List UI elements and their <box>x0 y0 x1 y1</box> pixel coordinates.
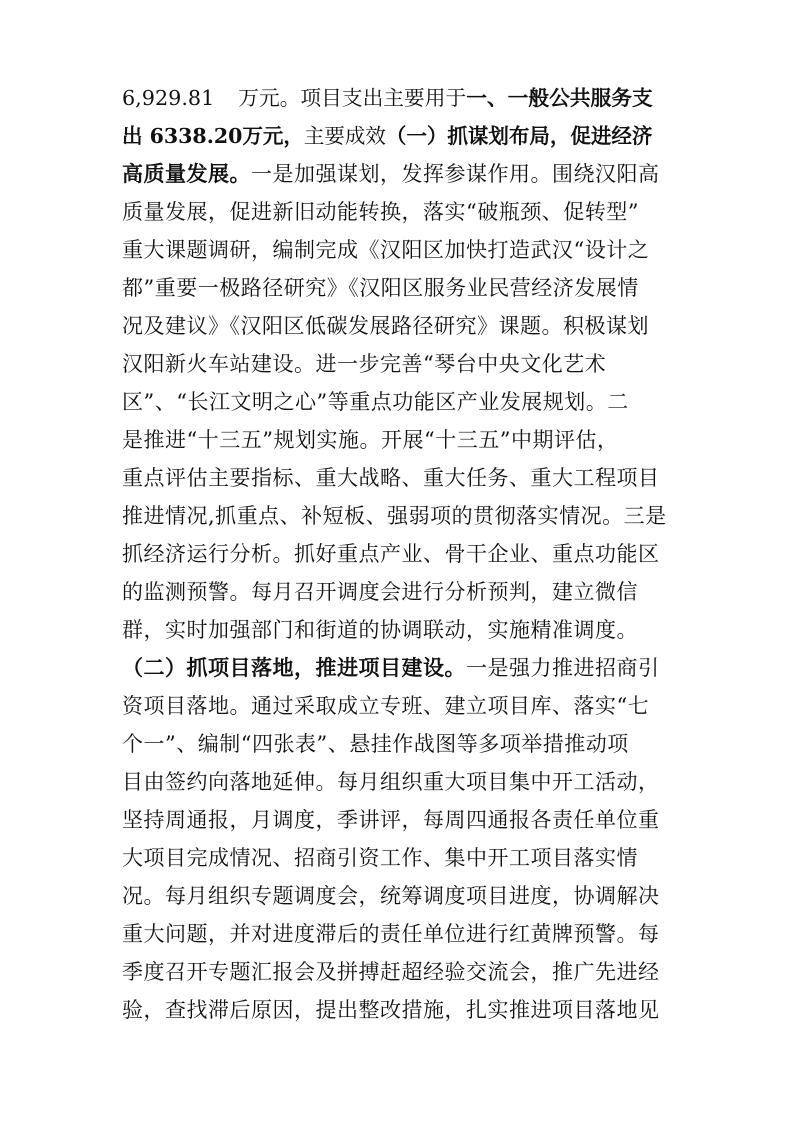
text-segment: 万元。项目支出主要用于 <box>238 86 467 110</box>
text-line <box>122 344 606 384</box>
text-segment: 质量发展，促进新旧动能转换，落实“破瓶颈、促转型” <box>122 200 639 224</box>
text-line <box>122 990 660 1030</box>
text-line <box>122 268 639 308</box>
text-segment: 出 6338.20万元， <box>122 124 304 148</box>
text-line <box>122 420 618 460</box>
text-segment: 季度召开专题汇报会及拼搏赶超经验交流会，推广先进经 <box>122 960 660 984</box>
text-segment: 重大课题调研，编制完成《汉阳区加快打造武汉“设计之 <box>122 238 650 262</box>
text-line <box>122 952 660 992</box>
text-segment: 大项目完成情况、招商引资工作、集中开工项目落实情 <box>122 846 638 870</box>
text-segment: 坚持周通报，月调度，季讲评，每周四通报各责任单位重 <box>122 808 660 832</box>
text-line <box>122 838 638 878</box>
text-segment: 一是强力推进招商引 <box>466 656 660 680</box>
text-segment: 汉阳新火车站建设。进一步完善“琴台中央文化艺术 <box>122 352 607 376</box>
text-segment: 6,929.81 <box>122 86 215 110</box>
text-segment: 高质量发展。 <box>122 161 251 186</box>
text-segment: 目由签约向落地延伸。每月组织重大项目集中开工活动， <box>122 770 660 794</box>
text-segment: 个一”、编制“四张表”、悬挂作战图等多项举措推动项 <box>122 732 629 756</box>
text-line <box>122 116 652 156</box>
text-line <box>122 154 660 194</box>
text-segment: 验，查找滞后原因，提出整改措施，扎实推进项目落地见 <box>122 998 660 1022</box>
text-line <box>122 648 660 688</box>
text-segment: 一、一般公共服务支 <box>466 86 653 110</box>
section-heading: （二）抓项目落地，推进项目建设。 <box>122 655 466 680</box>
text-segment: 群，实时加强部门和街道的协调联动，实施精准调度。 <box>122 618 638 642</box>
text-line <box>122 800 660 840</box>
text-segment: 是推进“十三五”规划实施。开展“十三五”中期评估， <box>122 428 619 452</box>
text-line <box>122 78 653 118</box>
text-line <box>122 686 649 726</box>
text-line <box>122 496 667 536</box>
text-segment: 一是加强谋划，发挥参谋作用。围绕汉阳高 <box>251 162 660 186</box>
text-segment: 况及建议》《汉阳区低碳发展路径研究》课题。积极谋划 <box>122 314 649 338</box>
text-segment: 资项目落地。通过采取成立专班、建立项目库、落实“七 <box>122 694 650 718</box>
text-line <box>122 458 660 498</box>
text-segment: 区”、“长江文明之心”等重点功能区产业发展规划。二 <box>122 390 629 414</box>
text-segment: （一）抓谋划布局，促进经济 <box>385 124 653 148</box>
text-line <box>122 914 660 954</box>
text-line <box>122 192 639 232</box>
text-segment: 的监测预警。每月召开调度会进行分析预判，建立微信 <box>122 580 638 604</box>
text-segment: 重大问题，并对进度滞后的责任单位进行红黄牌预警。每 <box>122 922 660 946</box>
text-line <box>122 306 649 346</box>
text-line <box>122 572 638 612</box>
text-line <box>122 230 649 270</box>
text-segment: 重点评估主要指标、重大战略、重大任务、重大工程项目 <box>122 466 660 490</box>
text-line <box>122 876 660 916</box>
text-line <box>122 534 660 574</box>
text-segment: 主要成效 <box>303 124 386 148</box>
text-line <box>122 724 629 764</box>
text-line <box>122 610 638 650</box>
text-segment: 抓经济运行分析。抓好重点产业、骨干企业、重点功能区 <box>122 542 660 566</box>
text-segment: 况。每月组织专题调度会，统筹调度项目进度，协调解决 <box>122 884 660 908</box>
text-segment: 都”重要一极路径研究》《汉阳区服务业民营经济发展情 <box>122 276 639 300</box>
text-line <box>122 382 629 422</box>
text-line <box>122 762 660 802</box>
text-segment: 推进情况,抓重点、补短板、强弱项的贯彻落实情况。三是 <box>122 504 667 528</box>
